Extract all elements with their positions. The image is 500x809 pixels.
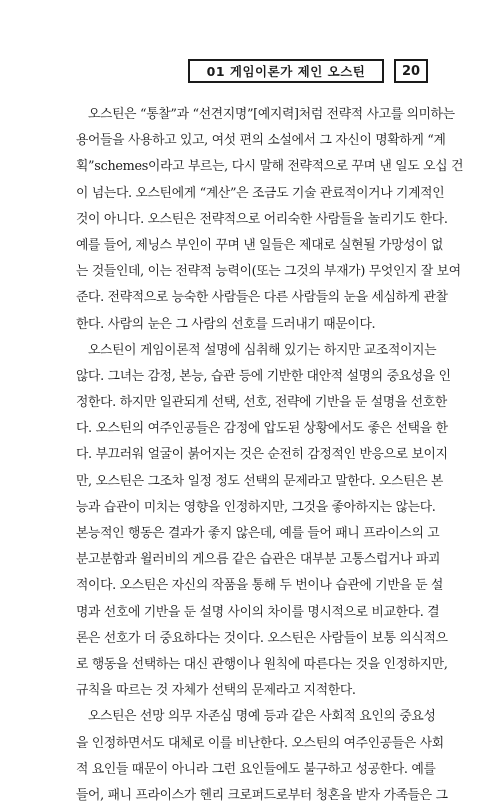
text-line: 을 인정하면서도 대체로 이를 비난한다. 오스틴의 여주인공들은 사회 [76, 735, 444, 751]
paragraph-1 [76, 102, 464, 338]
text-line: 오스틴이 게임이론적 설명에 심취해 있기는 하지만 교조적이지는 [88, 342, 437, 358]
text-line: 로 행동을 선택하는 대신 관행이나 원칙에 따른다는 것을 인정하지만, [76, 656, 448, 672]
text-line: 명과 선호에 기반을 둔 설명 사이의 차이를 명시적으로 비교한다. 결 [76, 604, 440, 620]
text-line: 는 것들인데, 이는 전략적 능력이(또는 그것의 부재가) 무엇인지 잘 보여 [76, 264, 461, 280]
text-line: 정한다. 하지만 일관되게 선택, 선호, 전략에 기반을 둔 설명을 선호한 [76, 395, 447, 411]
text-line: 용어들을 사용하고 있고, 여섯 편의 소설에서 그 자신이 명확하게 “계 [76, 133, 446, 149]
text-line: 본능적인 행동은 결과가 좋지 않은데, 예를 들어 패니 프라이스의 고 [76, 526, 440, 541]
text-line: 한다. 사람의 눈은 그 사람의 선호를 드러내기 때문이다. [76, 316, 376, 332]
text-line: 획”schemes이라고 부르는, 다시 말해 전략적으로 꾸며 낸 일도 오십 건 [76, 159, 464, 175]
text-line: 능과 습관이 미치는 영향을 인정하지만, 그것을 좋아하지는 않는다. [76, 499, 436, 515]
text-line: 규칙을 따르는 것 자체가 선택의 문제라고 지적한다. [76, 683, 356, 699]
text-line: 적 요인들 때문이 아니라 그런 요인들에도 불구하고 성공한다. 예를 [76, 761, 436, 777]
text-line: 예를 들어, 제닝스 부인이 꾸며 낸 일들은 제대로 실현될 가망성이 없 [76, 237, 444, 253]
text-line: 이 넘는다. 오스틴에게 “계산”은 조금도 기술 관료적이거나 기계적인 [76, 185, 445, 201]
page-number: 20 [394, 59, 428, 83]
text-line: 만, 오스틴은 그조차 일정 정도 선택의 문제라고 말한다. 오스틴은 본 [76, 473, 444, 489]
text-line: 적이다. 오스틴은 자신의 작품을 통해 두 번이나 습관에 기반을 둔 설 [76, 578, 444, 594]
text-line: 않다. 그녀는 감정, 본능, 습관 등에 기반한 대안적 설명의 중요성을 인 [76, 368, 451, 384]
body-text [76, 102, 464, 809]
text-line: 것이 아니다. 오스틴은 전략적으로 어리숙한 사람들을 놀리기도 한다. [76, 211, 448, 227]
text-line: 오스틴은 선망 의무 자존심 명예 등과 같은 사회적 요인의 중요성 [88, 709, 436, 725]
text-line: 준다. 전략적으로 능숙한 사람들은 다른 사람들의 눈을 세심하게 관찰 [76, 290, 448, 306]
chapter-title: 01 게임이론가 제인 오스틴 [188, 59, 384, 83]
text-line: 들어, 패니 프라이스가 헨리 크로퍼드로부터 청혼을 받자 가족들은 그 [76, 787, 448, 803]
text-line: 분고분함과 윌러비의 게으름 같은 습관은 대부분 고통스럽거나 파괴 [76, 552, 441, 568]
paragraph-2 [76, 338, 451, 705]
text-line: 다. 부끄러워 얼굴이 붉어지는 것은 순전히 감정적인 반응으로 보이지 [76, 447, 448, 463]
text-line: 다. 오스틴의 여주인공들은 감정에 압도된 상황에서도 좋은 선택을 한 [76, 421, 448, 437]
text-line: 오스틴은 “통찰”과 “선견지명”[예지력]처럼 전략적 사고를 의미하는 [88, 107, 455, 122]
running-header [188, 58, 428, 84]
text-line: 론은 선호가 더 중요하다는 것이다. 오스틴은 사람들이 보통 의식적으 [76, 630, 448, 646]
paragraph-3 [76, 704, 448, 809]
